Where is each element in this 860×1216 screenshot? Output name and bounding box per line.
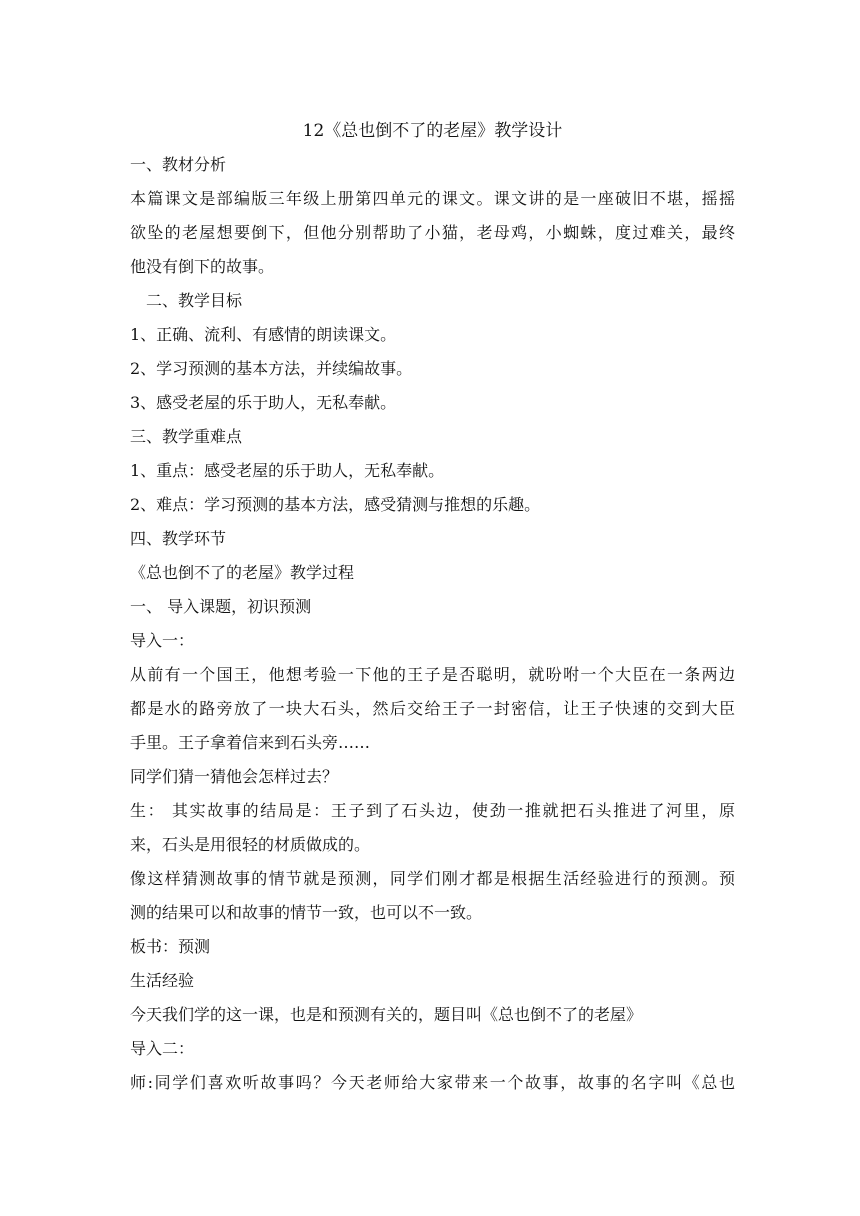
text-line: 都是水的路旁放了一块大石头，然后交给王子一封密信，让王子快速的交到大臣 xyxy=(130,699,735,718)
text-line: 一、教材分析 xyxy=(130,155,227,174)
text-line: 今天我们学的这一课，也是和预测有关的，题目叫《总也倒不了的老屋》 xyxy=(130,1005,643,1024)
text-line: 他没有倒下的故事。 xyxy=(130,257,275,276)
text-line: 生： 其实故事的结局是：王子到了石头边，使劲一推就把石头推进了河里，原 xyxy=(130,801,735,820)
text-line: 本篇课文是部编版三年级上册第四单元的课文。课文讲的是一座破旧不堪，摇摇 xyxy=(130,189,735,208)
text-line: 欲坠的老屋想要倒下，但他分别帮助了小猫，老母鸡，小蜘蛛，度过难关，最终 xyxy=(130,223,735,242)
document-body xyxy=(130,114,735,1100)
text-line: 一、 导入课题，初识预测 xyxy=(130,597,312,616)
text-line: 测的结果可以和故事的情节一致，也可以不一致。 xyxy=(130,903,483,922)
text-line: 来，石头是用很轻的材质做成的。 xyxy=(130,835,371,854)
text-line: 二、教学目标 xyxy=(146,291,243,310)
text-line: 四、教学环节 xyxy=(130,529,227,548)
text-line: 手里。王子拿着信来到石头旁…… xyxy=(130,733,371,752)
text-line: 1、重点：感受老屋的乐于助人，无私奉献。 xyxy=(130,461,445,480)
text-line: 导入一： xyxy=(130,631,195,650)
paragraph-lines xyxy=(130,148,735,1100)
document-title: 12《总也倒不了的老屋》教学设计 xyxy=(302,121,563,141)
text-line: 三、教学重难点 xyxy=(130,427,243,446)
text-line: 从前有一个国王，他想考验一下他的王子是否聪明，就吩咐一个大臣在一条两边 xyxy=(130,665,735,684)
text-line: 2、难点：学习预测的基本方法，感受猜测与推想的乐趣。 xyxy=(130,495,541,514)
text-line: 1、正确、流利、有感情的朗读课文。 xyxy=(130,325,397,344)
text-line: 2、学习预测的基本方法，并续编故事。 xyxy=(130,359,413,378)
text-line: 《总也倒不了的老屋》教学过程 xyxy=(130,563,355,582)
text-line: 师:同学们喜欢听故事吗？今天老师给大家带来一个故事，故事的名字叫《总也 xyxy=(130,1073,735,1092)
text-line: 同学们猜一猜他会怎样过去？ xyxy=(130,767,339,786)
text-line: 3、感受老屋的乐于助人，无私奉献。 xyxy=(130,393,397,412)
text-line: 像这样猜测故事的情节就是预测，同学们刚才都是根据生活经验进行的预测。预 xyxy=(130,869,735,888)
text-line: 板书：预测 xyxy=(130,937,211,956)
text-line: 生活经验 xyxy=(130,971,195,990)
text-line: 导入二： xyxy=(130,1039,195,1058)
